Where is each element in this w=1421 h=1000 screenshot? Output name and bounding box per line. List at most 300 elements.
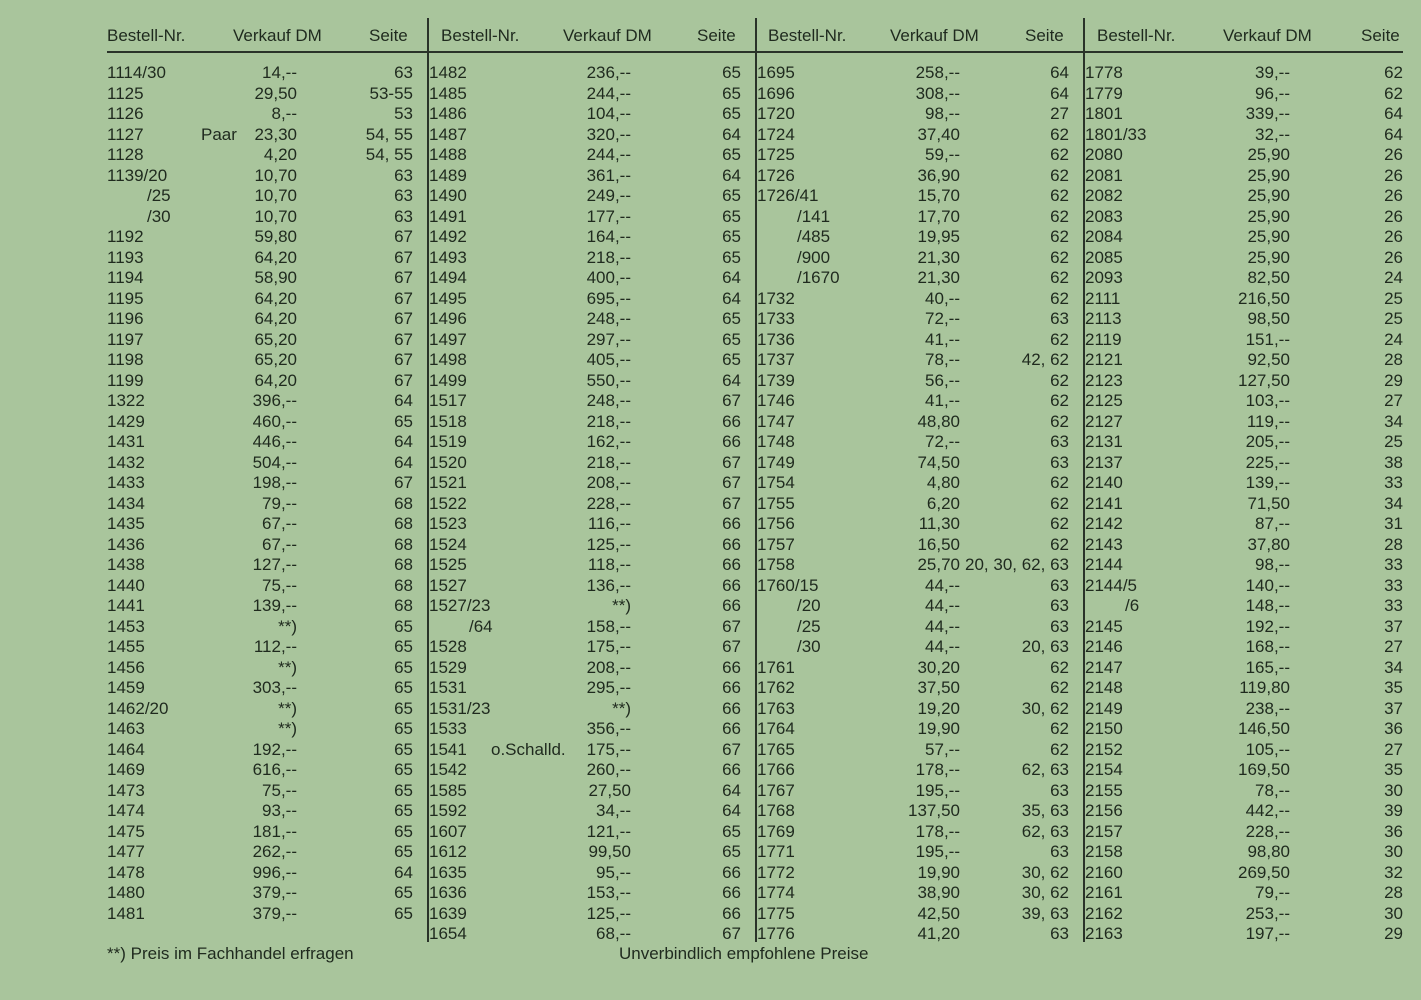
page-ref: 62 <box>1050 493 1069 513</box>
order-number: 1459 <box>107 678 145 697</box>
price: 10,70 <box>254 186 297 205</box>
table-row <box>1085 924 1403 945</box>
order-number: 2125 <box>1085 391 1123 410</box>
table-row <box>1085 63 1403 84</box>
price: 303,-- <box>252 678 297 697</box>
table-row <box>429 801 755 822</box>
order-number: 2137 <box>1085 452 1123 472</box>
page-ref: 67 <box>722 739 741 759</box>
page-ref: 39, 63 <box>1021 903 1069 923</box>
table-row <box>429 822 755 843</box>
page-ref: 39 <box>1384 801 1403 820</box>
price: 216,50 <box>1238 288 1290 308</box>
order-number: 2131 <box>1085 432 1123 451</box>
table-row <box>429 719 755 740</box>
price: 192,-- <box>1245 616 1290 636</box>
table-row <box>429 617 755 638</box>
page-ref: 33 <box>1384 473 1403 492</box>
price: **) <box>278 698 297 718</box>
order-number: /25 <box>797 616 821 636</box>
page-ref: 66 <box>722 678 741 697</box>
table-row <box>1085 391 1403 412</box>
page-ref: 64 <box>394 391 413 410</box>
table-row <box>107 514 427 535</box>
table-row <box>429 186 755 207</box>
table-rows <box>107 63 427 924</box>
price: 146,50 <box>1238 719 1290 738</box>
order-number: 1528 <box>429 637 467 656</box>
table-row <box>1085 760 1403 781</box>
order-number: 1527/23 <box>429 596 491 615</box>
page-ref: 65 <box>394 739 413 759</box>
order-number: 2146 <box>1085 637 1123 656</box>
price: 59,80 <box>254 227 297 246</box>
table-row <box>107 227 427 248</box>
order-number: 1493 <box>429 247 467 267</box>
header-page: Seite <box>369 26 408 45</box>
table-row <box>1085 781 1403 802</box>
order-number: 1736 <box>757 329 795 349</box>
price: 14,-- <box>262 63 297 82</box>
order-number: 2093 <box>1085 268 1123 287</box>
price: 37,40 <box>917 124 960 144</box>
table-row <box>1085 412 1403 433</box>
table-column-1 <box>107 18 429 942</box>
order-number: 1433 <box>107 473 145 492</box>
page-ref: 65 <box>394 616 413 636</box>
page-ref: 68 <box>394 534 413 554</box>
order-number: 1756 <box>757 514 795 533</box>
page-ref: 27 <box>1384 739 1403 759</box>
price: 195,-- <box>915 842 960 861</box>
order-number: 2111 <box>1085 288 1121 308</box>
table-row <box>757 658 1083 679</box>
page-ref: 63 <box>1050 596 1069 615</box>
page-ref: 67 <box>722 924 741 943</box>
page-ref: 67 <box>394 370 413 390</box>
page-ref: 24 <box>1384 268 1403 287</box>
table-row <box>107 781 427 802</box>
page-ref: 37 <box>1384 616 1403 636</box>
price: 228,-- <box>586 493 631 513</box>
page-ref: 54, 55 <box>365 124 413 144</box>
order-number: 1762 <box>757 678 795 697</box>
page-ref: 30, 62 <box>1021 698 1069 718</box>
order-number: 1746 <box>757 391 795 410</box>
order-number: 2147 <box>1085 657 1123 677</box>
table-row <box>107 166 427 187</box>
order-number: 1522 <box>429 493 467 513</box>
order-number: 1531/23 <box>429 698 491 718</box>
price: 308,-- <box>915 83 960 103</box>
page-ref: 30, 62 <box>1021 862 1069 882</box>
price: 248,-- <box>586 309 631 328</box>
price: 137,50 <box>908 801 960 820</box>
page-ref: 66 <box>722 555 741 574</box>
table-row <box>1085 678 1403 699</box>
order-number: 1193 <box>107 247 144 267</box>
table-row <box>429 842 755 863</box>
price: 32,-- <box>1255 124 1290 144</box>
table-row <box>107 268 427 289</box>
page-ref: 20, 30, 62, 63 <box>965 555 1069 574</box>
table-row <box>429 473 755 494</box>
page-ref: 65 <box>394 760 413 779</box>
page-ref: 62 <box>1050 288 1069 308</box>
order-number: 1462/20 <box>107 698 169 718</box>
page-ref: 68 <box>394 596 413 615</box>
price: 98,-- <box>1255 555 1290 574</box>
page-ref: 66 <box>722 575 741 595</box>
order-number: 1732 <box>757 288 795 308</box>
table-row <box>757 432 1083 453</box>
order-number: 2113 <box>1085 309 1122 328</box>
page-ref: 64 <box>722 268 741 287</box>
table-row <box>757 309 1083 330</box>
price: 205,-- <box>1245 432 1290 451</box>
table-row <box>429 84 755 105</box>
order-number: 1436 <box>107 534 145 554</box>
table-row <box>429 453 755 474</box>
order-number: 1434 <box>107 493 145 513</box>
page-ref: 65 <box>722 206 741 226</box>
order-number: 1765 <box>757 739 795 759</box>
item-note: Paar <box>201 124 237 144</box>
price: 175,-- <box>586 739 631 759</box>
table-row <box>429 412 755 433</box>
table-row <box>107 719 427 740</box>
page-ref: 65 <box>722 186 741 205</box>
order-number: 1748 <box>757 432 795 451</box>
price: **) <box>612 596 631 615</box>
order-number: 1720 <box>757 104 795 123</box>
page-ref: 26 <box>1384 247 1403 267</box>
price: 218,-- <box>586 411 631 431</box>
page-ref: 25 <box>1384 288 1403 308</box>
order-number: 1737 <box>757 350 795 369</box>
order-number: 1695 <box>757 63 795 82</box>
order-number: 1525 <box>429 555 467 574</box>
price: 78,-- <box>1255 780 1290 800</box>
order-number: 1517 <box>429 391 467 410</box>
order-number: 1114/30 <box>107 63 166 82</box>
table-row <box>1085 699 1403 720</box>
page-ref: 26 <box>1384 186 1403 205</box>
price: 192,-- <box>252 739 297 759</box>
page-ref: 38 <box>1384 452 1403 472</box>
table-row <box>107 473 427 494</box>
price: 244,-- <box>586 145 631 164</box>
price: 249,-- <box>586 186 631 205</box>
price: 39,-- <box>1255 63 1290 82</box>
table-row <box>757 555 1083 576</box>
table-row <box>757 186 1083 207</box>
page-ref: 65 <box>722 227 741 246</box>
page-ref: 64 <box>722 370 741 390</box>
page-ref: 42, 62 <box>1021 350 1069 369</box>
price: 71,50 <box>1247 493 1290 513</box>
order-number: 1523 <box>429 514 467 533</box>
page-ref: 62 <box>1384 83 1403 103</box>
order-number: 1478 <box>107 862 145 882</box>
table-row <box>107 576 427 597</box>
order-number: 2145 <box>1085 616 1123 636</box>
table-row <box>757 535 1083 556</box>
table-row <box>757 719 1083 740</box>
table-row <box>757 924 1083 945</box>
price: 121,-- <box>586 821 631 841</box>
order-number: 1778 <box>1085 63 1123 82</box>
table-row <box>757 248 1083 269</box>
table-row <box>1085 371 1403 392</box>
page-ref: 65 <box>394 719 413 738</box>
price: 21,30 <box>917 268 960 287</box>
price: 260,-- <box>586 760 631 779</box>
page-ref: 67 <box>722 493 741 513</box>
order-number: 1763 <box>757 698 795 718</box>
page-ref: 64 <box>722 801 741 820</box>
order-number: 1491 <box>429 206 467 226</box>
order-number: /25 <box>147 186 171 205</box>
page-ref: 30 <box>1384 842 1403 861</box>
table-row <box>1085 596 1403 617</box>
table-row <box>757 842 1083 863</box>
price: 446,-- <box>252 432 297 451</box>
order-number: 1192 <box>107 227 144 246</box>
order-number: 2119 <box>1085 329 1122 349</box>
order-number: 1772 <box>757 862 795 882</box>
order-number: 2154 <box>1085 760 1123 779</box>
table-row <box>107 453 427 474</box>
table-rows <box>1085 63 1403 945</box>
price: 67,-- <box>262 534 297 554</box>
price: 72,-- <box>925 432 960 451</box>
page-ref: 63 <box>1050 842 1069 861</box>
order-number: 2160 <box>1085 862 1123 882</box>
order-number: 1195 <box>107 288 144 308</box>
order-number: 2127 <box>1085 411 1123 431</box>
order-number: 1541 <box>429 739 467 759</box>
table-row <box>107 248 427 269</box>
price: 165,-- <box>1245 657 1290 677</box>
order-number: /64 <box>469 616 493 636</box>
price: 19,90 <box>917 719 960 738</box>
price: 25,90 <box>1247 227 1290 246</box>
price: 228,-- <box>1245 821 1290 841</box>
page-ref: 65 <box>394 821 413 841</box>
price: 262,-- <box>252 842 297 861</box>
table-row <box>107 822 427 843</box>
table-row <box>1085 822 1403 843</box>
table-row <box>757 863 1083 884</box>
price-disclaimer: Unverbindlich empfohlene Preise <box>619 944 869 963</box>
page-ref: 26 <box>1384 145 1403 164</box>
table-row <box>429 924 755 945</box>
page-ref: 65 <box>394 411 413 431</box>
page-ref: 27 <box>1384 637 1403 656</box>
page-ref: 66 <box>722 698 741 718</box>
price: 116,-- <box>587 514 631 533</box>
page-ref: 62 <box>1050 739 1069 759</box>
table-row <box>107 863 427 884</box>
page-ref: 24 <box>1384 329 1403 349</box>
table-row <box>429 760 755 781</box>
price: 98,-- <box>925 104 960 123</box>
price: 616,-- <box>252 760 297 779</box>
price: 118,-- <box>587 555 631 574</box>
price: 41,-- <box>925 391 960 410</box>
order-number: 2148 <box>1085 678 1123 697</box>
table-row <box>429 637 755 658</box>
table-row <box>757 596 1083 617</box>
order-number: 1801 <box>1085 104 1123 123</box>
table-row <box>429 863 755 884</box>
page-ref: 27 <box>1050 104 1069 123</box>
table-row <box>429 535 755 556</box>
page-ref: 65 <box>722 329 741 349</box>
table-row <box>757 350 1083 371</box>
page-ref: 66 <box>722 411 741 431</box>
order-number: 1521 <box>429 473 467 492</box>
order-number: 1654 <box>429 924 467 943</box>
price: 19,95 <box>917 227 960 246</box>
order-number: 1766 <box>757 760 795 779</box>
table-row <box>429 514 755 535</box>
column-header <box>1085 18 1403 53</box>
order-number: 1725 <box>757 145 795 164</box>
table-row <box>429 309 755 330</box>
price: 38,90 <box>917 883 960 902</box>
page-ref: 20, 63 <box>1021 637 1069 656</box>
page-ref: 65 <box>394 842 413 861</box>
price: 75,-- <box>262 575 297 595</box>
table-row <box>1085 289 1403 310</box>
price: 65,20 <box>254 329 297 349</box>
page-ref: 64 <box>394 452 413 472</box>
price: 168,-- <box>1245 637 1290 656</box>
page-ref: 66 <box>722 862 741 882</box>
table-row <box>1085 535 1403 556</box>
table-row <box>107 145 427 166</box>
order-number: 1749 <box>757 452 795 472</box>
column-header <box>757 18 1083 53</box>
page-ref: 34 <box>1384 411 1403 431</box>
page-ref: 67 <box>394 268 413 287</box>
price: 400,-- <box>586 268 631 287</box>
order-number: 1768 <box>757 801 795 820</box>
table-row <box>1085 432 1403 453</box>
table-row <box>107 842 427 863</box>
page-ref: 63 <box>1050 452 1069 472</box>
table-row <box>429 494 755 515</box>
price: 295,-- <box>586 678 631 697</box>
price: **) <box>278 616 297 636</box>
order-number: 1429 <box>107 411 145 431</box>
page-ref: 68 <box>394 555 413 574</box>
page-ref: 62 <box>1050 247 1069 267</box>
table-row <box>107 432 427 453</box>
price: 153,-- <box>586 883 631 902</box>
page-ref: 36 <box>1384 821 1403 841</box>
price: 68,-- <box>596 924 631 943</box>
price: 27,50 <box>588 780 631 800</box>
page-ref: 62 <box>1050 227 1069 246</box>
price: 25,90 <box>1247 145 1290 164</box>
price: 11,30 <box>918 514 960 533</box>
order-number: 1761 <box>757 657 795 677</box>
page-ref: 66 <box>722 903 741 923</box>
price: 181,-- <box>252 821 297 841</box>
price: 82,50 <box>1247 268 1290 287</box>
table-row <box>429 145 755 166</box>
page-ref: 65 <box>394 698 413 718</box>
price: 105,-- <box>1245 739 1290 759</box>
order-number: /485 <box>797 227 831 246</box>
table-row <box>107 658 427 679</box>
price: 93,-- <box>262 801 297 820</box>
order-number: 2084 <box>1085 227 1123 246</box>
table-row <box>107 801 427 822</box>
price: 140,-- <box>1245 575 1290 595</box>
table-row <box>429 391 755 412</box>
order-number: 1480 <box>107 883 145 902</box>
price: 40,-- <box>925 288 960 308</box>
price: 396,-- <box>252 391 297 410</box>
table-row <box>107 207 427 228</box>
page-ref: 62 <box>1050 473 1069 492</box>
price: **) <box>278 719 297 738</box>
table-row <box>429 432 755 453</box>
page-ref: 64 <box>394 862 413 882</box>
price: 16,50 <box>917 534 960 554</box>
price: 44,-- <box>925 575 960 595</box>
order-number: 1322 <box>107 391 145 410</box>
table-row <box>1085 617 1403 638</box>
price: 244,-- <box>586 83 631 103</box>
price: 79,-- <box>1255 883 1290 902</box>
order-number: 1747 <box>757 411 795 431</box>
page-ref: 67 <box>722 391 741 410</box>
order-number: 1739 <box>757 370 795 390</box>
page-ref: 63 <box>394 165 413 185</box>
page-ref: 66 <box>722 514 741 533</box>
page-ref: 63 <box>1050 575 1069 595</box>
page-ref: 53 <box>394 104 413 123</box>
order-number: 1438 <box>107 555 145 574</box>
price: 269,50 <box>1238 862 1290 882</box>
page-ref: 65 <box>394 678 413 697</box>
page-ref: 63 <box>394 186 413 205</box>
page-ref: 62 <box>1050 206 1069 226</box>
page-ref: 65 <box>394 801 413 820</box>
page-ref: 67 <box>722 637 741 656</box>
table-row <box>757 63 1083 84</box>
table-row <box>757 678 1083 699</box>
table-row <box>757 822 1083 843</box>
page-ref: 63 <box>394 63 413 82</box>
price: 75,-- <box>262 780 297 800</box>
table-row <box>107 555 427 576</box>
price: 405,-- <box>586 350 631 369</box>
price: 258,-- <box>915 63 960 82</box>
page-ref: 66 <box>722 534 741 554</box>
price: 198,-- <box>252 473 297 492</box>
page-ref: 54, 55 <box>365 145 413 164</box>
price: 139,-- <box>252 596 297 615</box>
order-number: 1776 <box>757 924 795 943</box>
order-number: /6 <box>1125 596 1140 615</box>
page-ref: 29 <box>1384 924 1403 943</box>
